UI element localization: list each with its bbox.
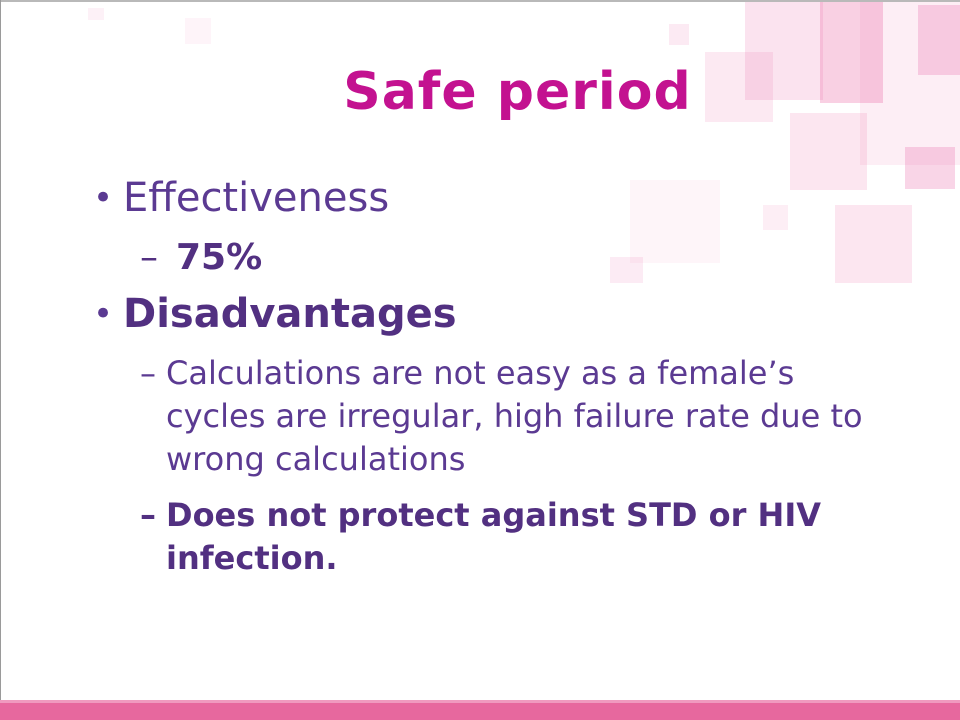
sub-bullet-text — [166, 352, 863, 481]
sub-bullet-line: infection. — [166, 539, 338, 577]
deco-square — [610, 257, 643, 283]
deco-square — [763, 205, 788, 230]
sub-bullet-line: cycles are irregular, high failure rate due to — [166, 397, 863, 435]
bullet-icon: • — [93, 178, 114, 218]
dash-icon: – — [140, 354, 156, 392]
sub-bullet-line: wrong calculations — [166, 440, 466, 478]
deco-square — [905, 147, 955, 189]
footer-bar — [0, 700, 960, 720]
deco-square — [835, 205, 912, 283]
bullet-label: Effectiveness — [123, 175, 390, 221]
slide-title: Safe period — [343, 62, 692, 122]
deco-square — [88, 8, 104, 20]
bullet-icon: • — [93, 294, 114, 334]
deco-square — [185, 18, 211, 44]
sub-bullet-line: Calculations are not easy as a female’s — [166, 354, 795, 392]
dash-icon: – — [140, 237, 158, 278]
deco-square — [630, 180, 720, 263]
bullet-disadvantages — [93, 292, 457, 336]
bullet-label: Disadvantages — [123, 291, 457, 337]
sub-bullet-calculations — [140, 352, 863, 481]
sub-bullet-line: 75% — [176, 237, 263, 278]
sub-bullet-line: Does not protect against STD or HIV — [166, 496, 821, 534]
dash-icon: – — [140, 496, 156, 534]
sub-bullet-effectiveness-rate — [140, 238, 262, 278]
top-border-line — [0, 0, 960, 2]
sub-bullet-std-hiv — [140, 494, 821, 580]
bullet-effectiveness — [93, 176, 389, 220]
sub-bullet-text — [176, 238, 262, 278]
sub-bullet-text — [166, 494, 821, 580]
deco-square — [790, 113, 867, 190]
deco-square — [669, 24, 689, 45]
